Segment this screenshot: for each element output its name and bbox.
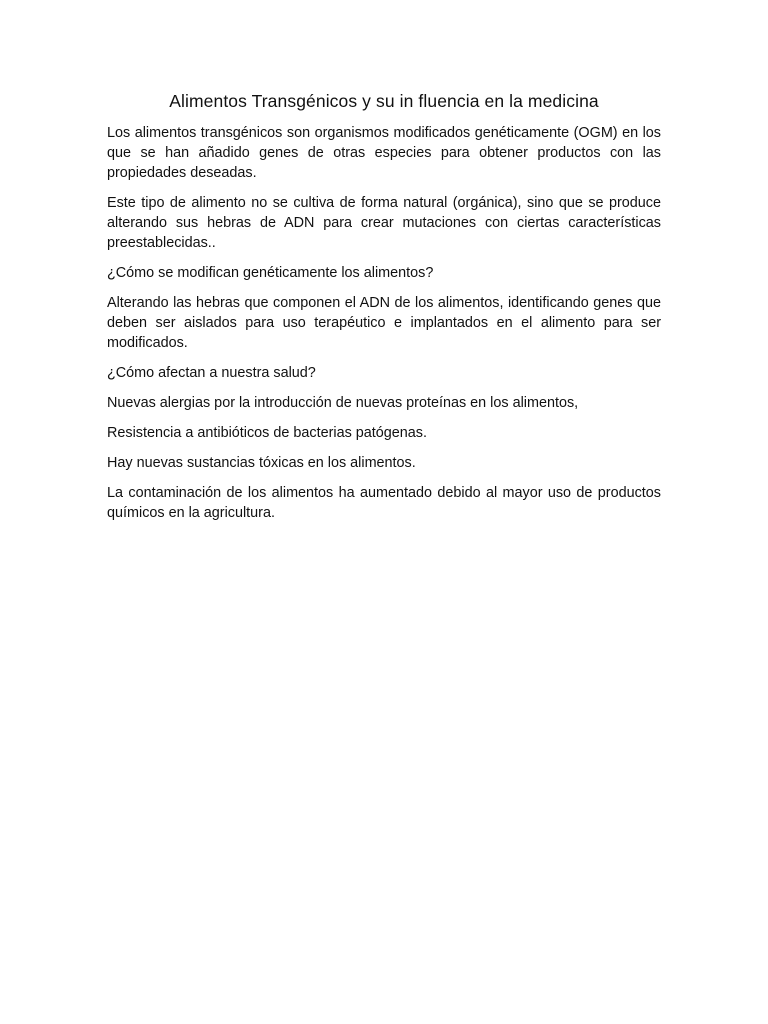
effect-allergies: Nuevas alergias por la introducción de nuevas proteínas en los alimentos, xyxy=(107,395,579,411)
document-title: Alimentos Transgénicos y su in fluencia en la medicina xyxy=(169,91,599,111)
effect-toxic-substances: Hay nuevas sustancias tóxicas en los alimentos. xyxy=(107,455,416,471)
paragraph-definition: Los alimentos transgénicos son organismos modificados genéticamente (OGM) en los que se han añadido genes de otras especies para obtener productos con las propiedades deseadas. xyxy=(107,125,661,181)
document-body xyxy=(107,90,661,533)
effect-antibiotic-resistance: Resistencia a antibióticos de bacterias patógenas. xyxy=(107,425,427,441)
effect-contamination: La contaminación de los alimentos ha aumentado debido al mayor uso de productos químicos en la agricultura. xyxy=(107,485,661,521)
paragraph-cultivation: Este tipo de alimento no se cultiva de forma natural (orgánica), sino que se produce alterando sus hebras de ADN para crear mutaciones con ciertas características preestablecidas.. xyxy=(107,195,661,251)
question-how-modified: ¿Cómo se modifican genéticamente los alimentos? xyxy=(107,265,434,281)
question-health-effects: ¿Cómo afectan a nuestra salud? xyxy=(107,365,316,381)
paragraph-modification: Alterando las hebras que componen el ADN de los alimentos, identificando genes que deben ser aislados para uso terapéutico e implantados en el alimento para ser modificados. xyxy=(107,295,661,351)
